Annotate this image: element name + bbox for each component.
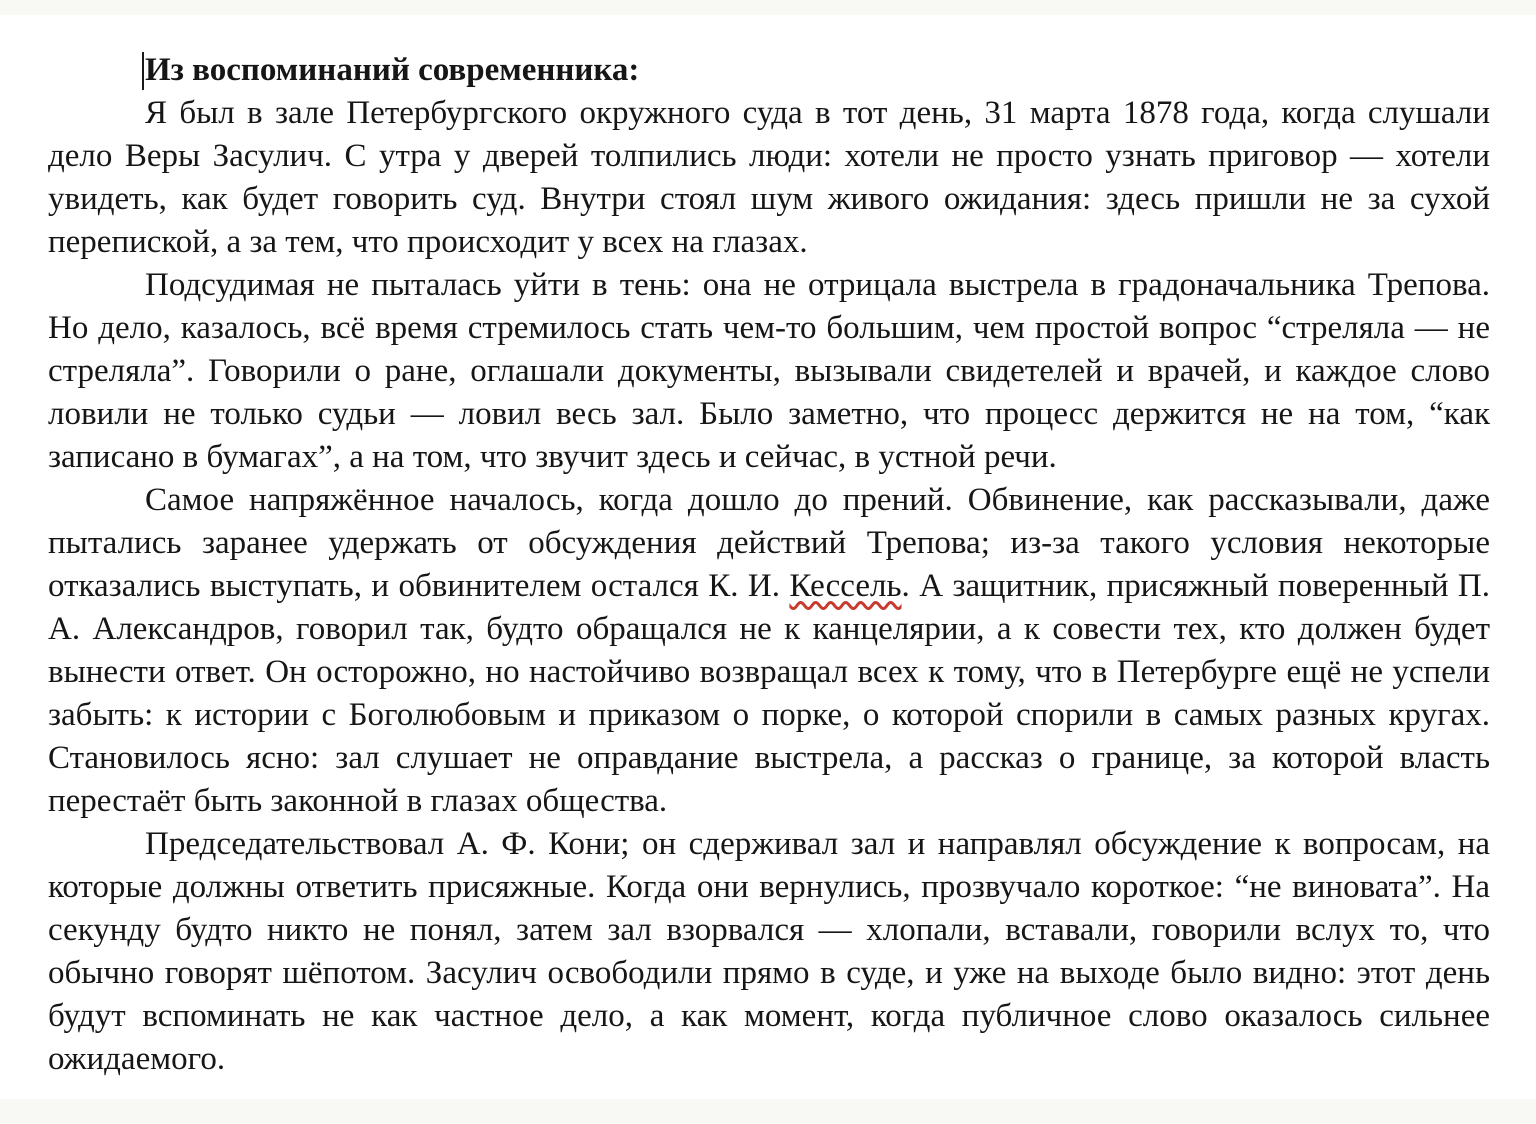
document-page[interactable] xyxy=(0,15,1536,1099)
paragraph[interactable] xyxy=(48,264,1490,479)
paragraph-text: Я был в зале Петербургского окружного суда в тот день, 31 марта 1878 года, когда слушали дело Веры Засулич. С утра у дверей толпились люди: хотели не просто узнать приговор — хотели увидеть, как будет говорить суд. Внутри стоял шум живого ожидания: здесь пришли не за сухой перепиской, а за тем, что происходит у всех на глазах. xyxy=(48,95,1490,260)
paragraph[interactable] xyxy=(48,92,1490,264)
misspelled-word[interactable]: Кессель xyxy=(789,568,902,604)
document-heading-text: Из воспоминаний современника: xyxy=(145,52,640,88)
text-caret xyxy=(142,52,144,90)
window-chrome-strip-top xyxy=(0,0,1536,15)
document-heading[interactable] xyxy=(48,49,1490,92)
paragraph-text: Подсудимая не пыталась уйти в тень: она не отрицала выстрела в градоначальника Трепова. Но дело, казалось, всё время стремилось стать чем-то большим, чем простой вопрос “стреляла — не стреляла”. Говорили о ране, оглашали документы, вызывали свидетелей и врачей, и каждое слово ловили не только судьи — ловил весь зал. Было заметно, что процесс держится не на том, “как записано в бумагах”, а на том, что звучит здесь и сейчас, в устной речи. xyxy=(48,267,1490,475)
paragraph[interactable] xyxy=(48,479,1490,823)
paragraph-text: . А защитник, присяжный поверенный П. А. Александров, говорил так, будто обращался не к канцелярии, а к совести тех, кто должен будет вынести ответ. Он осторожно, но настойчиво возвращал всех к тому, что в Петербурге ещё не успели забыть: к истории с Боголюбовым и приказом о порке, о которой спорили в самых разных кругах. Становилось ясно: зал слушает не оправдание выстрела, а рассказ о границе, за которой власть перестаёт быть законной в глазах общества. xyxy=(48,568,1490,819)
paragraph-text: Самое напряжённое началось, когда дошло до прений. Обвинение, как рассказывали, даже пытались заранее удержать от обсуждения действий Трепова; из-за такого условия некоторые отказались выступать, и обвинителем остался К. И. xyxy=(48,482,1490,604)
paragraph[interactable] xyxy=(48,823,1490,1081)
window-chrome-strip-bottom xyxy=(0,1099,1536,1124)
document-editing-surface[interactable] xyxy=(0,15,1536,1081)
paragraph-text: Председательствовал А. Ф. Кони; он сдерживал зал и направлял обсуждение к вопросам, на которые должны ответить присяжные. Когда они вернулись, прозвучало короткое: “не виновата”. На секунду будто никто не понял, затем зал взорвался — хлопали, вставали, говорили вслух то, что обычно говорят шёпотом. Засулич освободили прямо в суде, и уже на выходе было видно: этот день будут вспоминать не как частное дело, а как момент, когда публичное слово оказалось сильнее ожидаемого. xyxy=(48,826,1490,1077)
